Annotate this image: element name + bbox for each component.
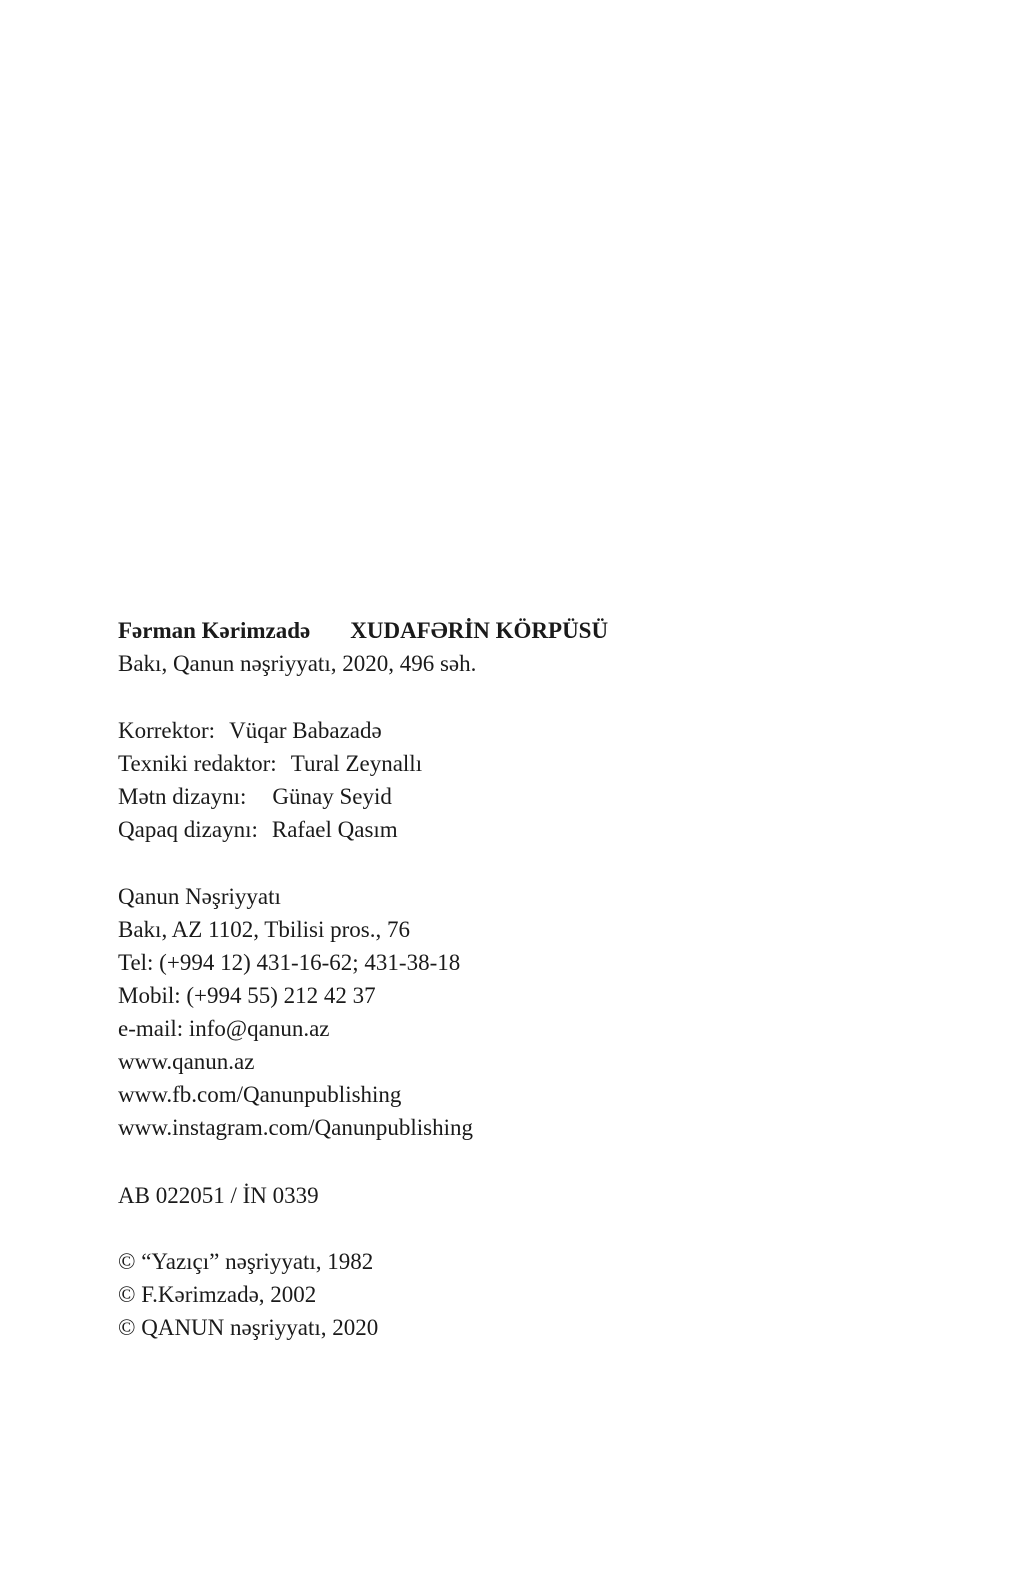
credit-technical-editor [118,747,422,780]
copyright-line: © “Yazıçı” nəşriyyatı, 1982 [118,1249,374,1274]
credit-cover-design [118,813,422,846]
credit-name: Tural Zeynallı [290,751,423,776]
credit-role: Korrektor: [118,718,216,743]
credit-proofreader [118,714,422,747]
credit-role: Mətn dizaynı: [118,784,247,809]
publisher-instagram: www.instagram.com/Qanunpublishing [118,1115,473,1140]
book-header [118,614,608,680]
book-title: XUDAFƏRİN KÖRPÜSÜ [350,618,609,643]
copyright-block [118,1245,378,1344]
publisher-contact [118,880,473,1144]
publisher-tel: Tel: (+994 12) 431-16-62; 431-38-18 [118,950,461,975]
publisher-facebook: www.fb.com/Qanunpublishing [118,1082,402,1107]
credit-role: Texniki redaktor: [118,751,277,776]
credit-name: Günay Seyid [272,784,392,809]
credit-name: Rafael Qasım [271,817,398,842]
publisher-mobile: Mobil: (+994 55) 212 42 37 [118,983,376,1008]
copyright-line: © QANUN nəşriyyatı, 2020 [118,1315,379,1340]
author-name: Fərman Kərimzadə [118,618,311,643]
credit-name: Vüqar Babazadə [229,718,382,743]
publisher-email: e-mail: info@qanun.az [118,1016,330,1041]
author-title-line [118,614,608,647]
isbn-block [118,1179,319,1212]
publisher-address: Bakı, AZ 1102, Tbilisi pros., 76 [118,917,410,942]
credit-role: Qapaq dizaynı: [118,817,258,842]
publisher-name: Qanun Nəşriyyatı [118,884,281,909]
imprint-line: Bakı, Qanun nəşriyyatı, 2020, 496 səh. [118,651,477,676]
publisher-website: www.qanun.az [118,1049,255,1074]
credits-list [118,714,422,846]
credit-text-design [118,780,422,813]
isbn-code: AB 022051 / İN 0339 [118,1183,319,1208]
copyright-line: © F.Kərimzadə, 2002 [118,1282,317,1307]
